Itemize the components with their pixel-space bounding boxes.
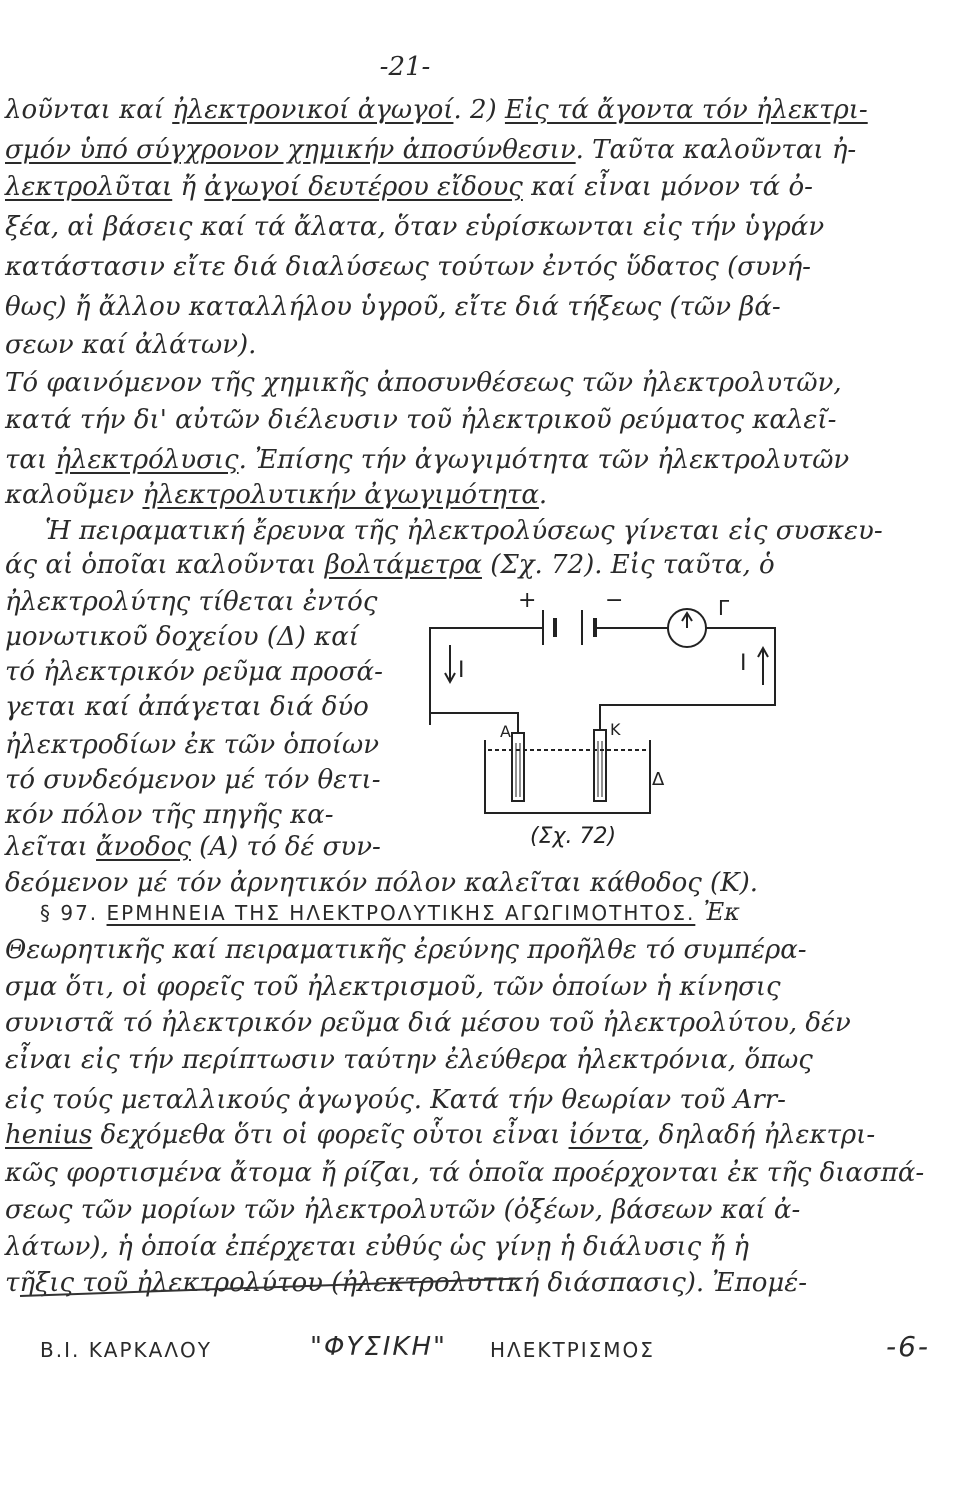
text-segment: καλοῦμεν [5,480,143,510]
text-line [5,480,547,510]
anode-label: A [500,722,511,741]
text-line [5,1232,749,1262]
text-segment: σμα ὅτι, οἱ φορεῖς τοῦ ἠλεκτρισμοῦ, τῶν ὁποίων ἡ κίνησις [5,972,781,1002]
text-segment: λοῦνται καί [5,95,173,125]
underlined-term: σμόν ὑπό σύγχρονον χημικήν ἀποσύνθεσιν [5,135,576,165]
text-segment: τό ἠλεκτρικόν ρεῦμα προσά- [5,657,383,687]
text-segment: σεως τῶν μορίων τῶν ἠλεκτρολυτῶν (ὀξέων, βάσεων καί ἀ- [5,1195,801,1225]
underlined-term: ἀγωγοί δευτέρου εἴδους [204,172,523,202]
text-segment: εἰς τούς μεταλλικούς ἀγωγούς. Κατά τήν θεωρίαν τοῦ Arr- [5,1085,786,1115]
figure-caption: (Σχ. 72) [530,824,617,849]
footer-book-title: "ΦΥΣΙΚΗ" [310,1332,447,1362]
footer-author: Β.Ι. ΚΑΡΚΑΛΟΥ [40,1338,212,1362]
text-segment: κατά τήν δι' αὐτῶν διέλευσιν τοῦ ἠλεκτρικοῦ ρεύματος καλεῖ- [5,405,837,435]
text-line [5,832,381,862]
text-line [5,405,836,435]
text-line [5,972,781,1002]
page-number: -21- [379,52,431,82]
underlined-term: ἠλεκτρολυτικήν ἀγωγιμότητα [142,480,539,510]
footer-subject: ΗΛΕΚΤΡΙΣΜΟΣ [490,1338,655,1362]
text-segment: κόν πόλον τῆς πηγῆς κα- [5,800,334,830]
voltameter-diagram [400,585,790,850]
text-segment: ἠλεκτρολύτης τίθεται ἐντός [5,587,378,617]
text-segment: Ἡ πειραματική ἔρευνα τῆς ἠλεκτρολύσεως γίνεται εἰς συσκευ- [45,516,883,546]
underlined-term: ἰόντα [568,1120,643,1150]
text-segment: ἤ [172,172,205,202]
text-segment: Τό φαινόμενον τῆς χημικῆς ἀποσυνθέσεως τῶν ἠλεκτρολυτῶν, [5,368,842,398]
text-segment: ἠλεκτροδίων ἐκ τῶν ὁποίων [5,730,380,760]
text-line [5,692,369,722]
text-segment: κατάστασιν εἴτε διά διαλύσεως τούτων ἐντός ὕδατος (συνή- [5,252,811,282]
plus-terminal-label: + [518,588,537,613]
text-line [45,516,883,546]
text-line [5,1120,875,1150]
text-segment: δεόμενον μέ τόν ἀρνητικόν πόλον καλεῖται κάθοδος (Κ). [5,868,759,898]
text-line [5,368,842,398]
current-right-label: I [740,651,747,676]
text-line [5,252,811,282]
section-heading [40,898,740,926]
text-line [5,587,377,617]
text-segment: θως) ἤ ἄλλου καταλλήλου ὑγροῦ, εἴτε διά τήξεως (τῶν βά- [5,292,781,322]
underlined-term: Εἰς τά ἄγοντα τόν ἠλεκτρι- [504,95,868,125]
text-line [5,765,381,795]
section-number: § 97. [40,901,99,925]
text-line [5,172,813,202]
text-segment: (Α) τό δέ συν- [190,832,381,862]
text-segment: ξέα, αἱ βάσεις καί τά ἄλατα, ὅταν εὑρίσκωνται εἰς τήν ὑγράν [5,212,825,242]
text-segment: λεῖται [5,832,97,862]
text-segment: . [538,480,548,510]
text-segment: εἶναι εἰς τήν περίπτωσιν ταύτην ἐλεύθερα ἠλεκτρόνια, ὅπως [5,1045,813,1075]
text-segment: τό συνδεόμενον μέ τόν θετι- [5,765,381,795]
text-line [5,1008,851,1038]
underlined-term: ἄνοδος [96,832,191,862]
text-line [5,445,849,475]
underlined-term: λεκτρολῦται [5,172,173,202]
text-segment: . 2) [453,95,505,125]
underlined-term: henius [5,1120,93,1150]
text-segment: γεται καί ἀπάγεται διά δύο [5,692,369,722]
text-segment: . Ἐπίσης τήν ἀγωγιμότητα τῶν ἠλεκτρολυτῶν [238,445,850,475]
text-segment: καί εἶναι μόνον τά ὀ- [522,172,813,202]
text-line [5,212,824,242]
text-line [5,730,379,760]
text-segment: σεων καί ἀλάτων). [5,330,257,360]
text-segment: συνιστᾶ τό ἠλεκτρικόν ρεῦμα διά μέσου τοῦ ἠλεκτρολύτου, δέν [5,1008,851,1038]
text-segment: (Σχ. 72). Εἰς ταῦτα, ὁ [481,550,775,580]
minus-terminal-label: − [605,588,624,613]
text-line [5,935,807,965]
text-line [5,1195,800,1225]
text-line [5,550,775,580]
current-left-label: I [458,658,465,683]
text-segment: Θεωρητικῆς καί πειραματικῆς ἐρεύνης προῆλθε τό συμπέρα- [5,935,807,965]
section-title: ΕΡΜΗΝΕΙΑ ΤΗΣ ΗΛΕΚΤΡΟΛΥΤΙΚΗΣ ΑΓΩΓΙΜΟΤΗΤΟΣ. [106,901,696,925]
text-line [5,330,256,360]
text-line [5,622,359,652]
underlined-term: ἠλεκτρόλυσις [55,445,239,475]
text-line [5,868,758,898]
text-segment: μονωτικοῦ δοχείου (Δ) καί [5,622,359,652]
text-line [5,1158,924,1188]
text-line [5,292,781,322]
text-line [5,657,383,687]
text-line [5,1085,786,1115]
text-line [5,135,856,165]
galvanometer-label: Γ [718,596,730,620]
vessel-label: Δ [652,769,665,790]
footer-page-number: -6- [885,1330,930,1363]
text-line [5,1045,813,1075]
text-segment: άς αἱ ὁποῖαι καλοῦνται [5,550,325,580]
underlined-term: βολτάμετρα [324,550,482,580]
text-segment: λάτων), ἡ ὁποία ἐπέρχεται εὐθύς ὡς γίνῃ ἡ διάλυσις ἤ ἡ [5,1232,749,1262]
text-segment: , δηλαδή ἠλεκτρι- [642,1120,876,1150]
text-line [5,800,334,830]
text-segment: ται [5,445,56,475]
text-segment: κῶς φορτισμένα ἄτομα ἤ ρίζαι, τά ὁποῖα προέρχονται ἐκ τῆς διασπά- [5,1158,925,1188]
cathode-label: K [610,720,621,739]
section-heading-continuation: Ἐκ [703,898,740,926]
text-line [5,95,868,125]
text-segment: δεχόμεθα ὅτι οἱ φορεῖς οὗτοι εἶναι [92,1120,569,1150]
text-segment: . Ταῦτα καλοῦνται ἠ- [575,135,857,165]
text-segment: τῆξις τοῦ ἠλεκτρολύτου (ἠλεκτρολυτική διάσπασις). Ἐπομέ- [5,1268,807,1298]
underlined-term: ἠλεκτρονικοί ἀγωγοί [172,95,454,125]
